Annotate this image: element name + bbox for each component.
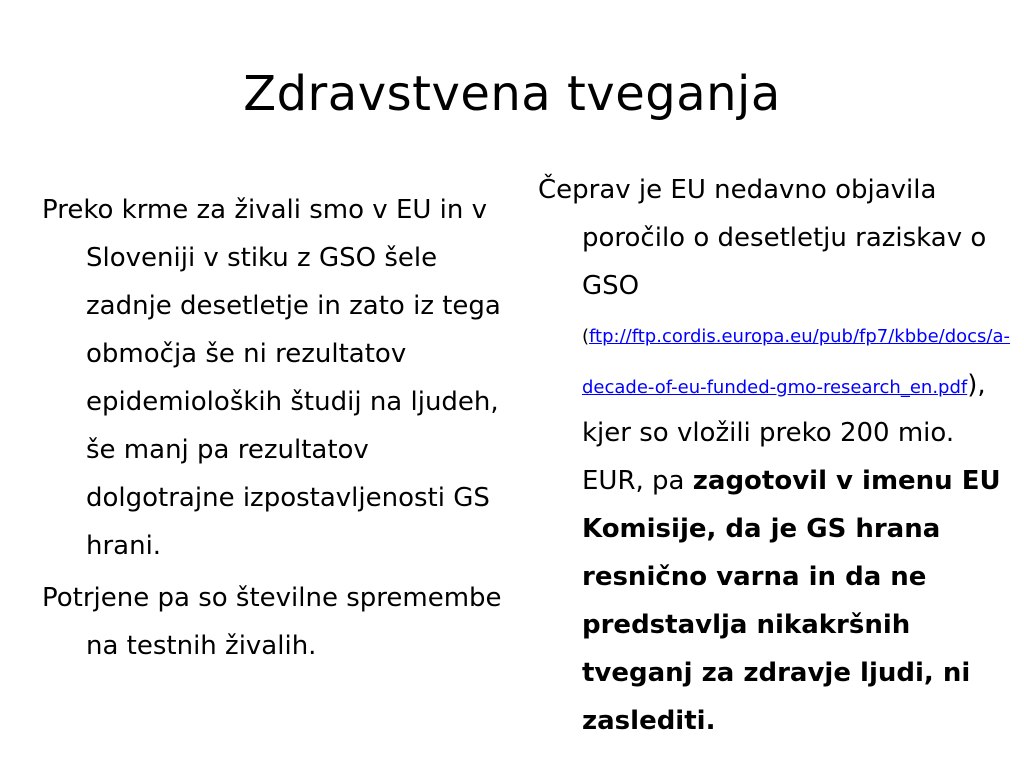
report-link[interactable]: ftp://ftp.cordis.europa.eu/pub/fp7/kbbe/docs/a-decade-of-eu-funded-gmo-research_en.pdf — [582, 326, 1011, 398]
right-paragraph — [538, 166, 1011, 745]
right-column — [538, 166, 1011, 745]
slide-title: Zdravstvena tveganja — [243, 66, 781, 122]
right-text-after-link: ), kjer so vložili preko 200 mio. EUR, pa — [582, 370, 986, 496]
open-paren: ( — [582, 326, 590, 347]
left-paragraph-1: Preko krme za živali smo v EU in v Sloveniji v stiku z GSO šele zadnje desetletje in zato iz tega območja še ni rezultatov epidemioloških študij na ljudeh, še manj pa rezultatov dolgotrajne izpostavljenosti GS hrani. — [42, 195, 501, 561]
left-column — [42, 186, 502, 670]
right-text-before-link: Čeprav je EU nedavno objavila poročilo o desetletju raziskav o GSO — [538, 175, 987, 301]
left-paragraph-2: Potrjene pa so številne spremembe na testnih živalih. — [42, 583, 502, 661]
right-bold-text: zagotovil v imenu EU Komisije, da je GS hrana resnično varna in da ne predstavlja nikakršnih tveganj za zdravje ljudi, ni zaslediti. — [582, 466, 1001, 736]
